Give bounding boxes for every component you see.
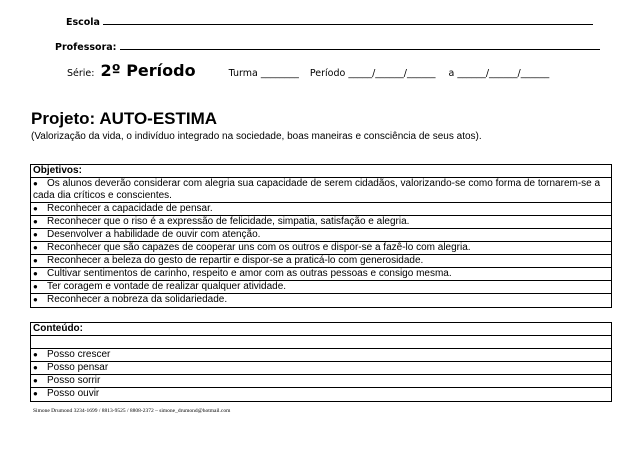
conteudo-heading: Conteúdo: [31, 323, 611, 336]
bullet-icon: ● [33, 269, 38, 278]
list-item: ● Posso sorrir [31, 375, 611, 388]
objetivos-heading: Objetivos: [31, 165, 611, 178]
serie-value: 2º Período [100, 61, 196, 80]
list-item: ● Reconhecer a nobreza da solidariedade. [33, 294, 228, 305]
professora-label: Professora: [55, 42, 117, 53]
bullet-icon: ● [33, 230, 38, 239]
professora-blank-line [120, 40, 600, 50]
bullet-icon: ● [33, 363, 38, 372]
bullet-icon: ● [33, 204, 38, 213]
bullet-icon: ● [33, 256, 38, 265]
project-title: Projeto: AUTO-ESTIMA [31, 109, 218, 128]
escola-label: Escola [66, 17, 100, 28]
periodo-end-field: a ______/______/______ [448, 68, 550, 79]
list-item: ● Os alunos deverão considerar com alegria sua capacidade de serem cidadãos, valorizando-se como forma de tornarem-se a cada dia críticos e conscientes. [31, 178, 611, 203]
list-item: ● Ter coragem e vontade de realizar qualquer atividade. [31, 281, 611, 294]
list-item: ● Desenvolver a habilidade de ouvir com atenção. [31, 229, 611, 242]
bullet-icon: ● [33, 376, 38, 385]
objetivos-table [30, 164, 612, 308]
list-item: ● Reconhecer que são capazes de cooperar uns com os outros e dispor-se a fazê-lo com alegria. [31, 242, 611, 255]
serie-label: Série: [67, 68, 95, 79]
bullet-icon: ● [33, 389, 38, 398]
bullet-icon: ● [33, 217, 38, 226]
bullet-icon: ● [33, 243, 38, 252]
list-item: ● Posso ouvir [33, 388, 100, 399]
list-item: ● Posso pensar [31, 362, 611, 375]
bullet-icon: ● [33, 295, 38, 304]
bullet-icon: ● [33, 282, 38, 291]
empty-row [31, 336, 611, 349]
periodo-field: Período _____/______/______ [309, 68, 436, 79]
project-subtitle: (Valorização da vida, o indivíduo integrado na sociedade, boas maneiras e consciência de seus atos). [31, 131, 482, 142]
list-item: ● Reconhecer que o riso é a expressão de felicidade, simpatia, satisfação e alegria. [31, 216, 611, 229]
list-item: ● Cultivar sentimentos de carinho, respeito e amor com as outras pessoas e consigo mesma. [31, 268, 611, 281]
escola-field [66, 15, 593, 28]
escola-blank-line [103, 15, 593, 25]
bullet-icon: ● [33, 350, 38, 359]
list-item: ● Reconhecer a capacidade de pensar. [31, 203, 611, 216]
list-item: ● Posso crescer [31, 349, 611, 362]
bullet-icon: ● [33, 179, 38, 188]
conteudo-table [30, 322, 612, 402]
list-item: ● Reconhecer a beleza do gesto de repartir e dispor-se a praticá-lo com generosidade. [31, 255, 611, 268]
professora-field [55, 40, 600, 53]
turma-field: Turma ________ [228, 68, 299, 79]
serie-row [67, 61, 549, 80]
footer-contact: Simone Drumond 3234-1699 / 8813-9525 / 8808-2372 – simone_drumond@hotmail.com [33, 408, 231, 414]
